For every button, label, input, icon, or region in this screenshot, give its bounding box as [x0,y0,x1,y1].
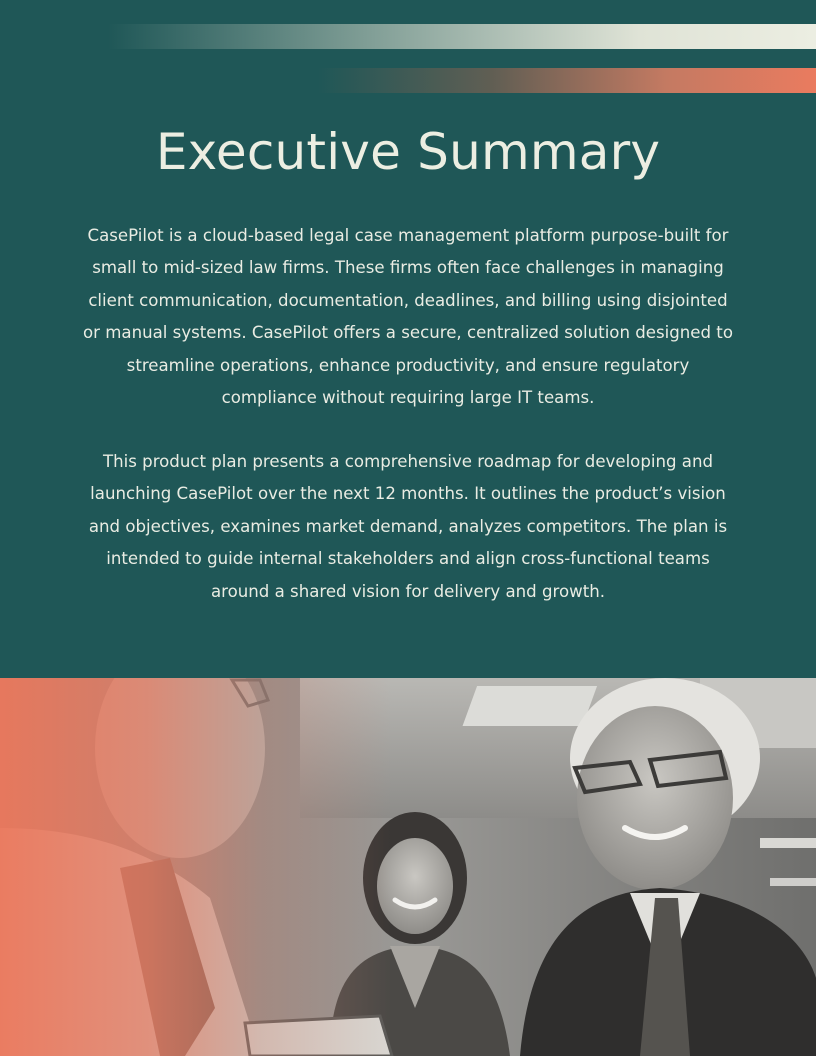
summary-paragraph-1: CasePilot is a cloud-based legal case management platform purpose-built for small to mid-sized law firms. These firms often face challenges in managing client communication, documentation, deadlines, and billing using disjointed or manual systems. CasePilot offers a secure, centralized solution designed to streamline operations, enhance productivity, and ensure regulatory compliance without requiring large IT teams. [83,226,733,408]
team-photo [0,678,816,1056]
summary-paragraph-2: This product plan presents a comprehensive roadmap for developing and launching CasePilot over the next 12 months. It outlines the product’s vision and objectives, examines market demand, analyzes competitors. The plan is intended to guide internal stakeholders and align cross-functional teams around a shared vision for delivery and growth. [88,452,728,601]
team-photo-illustration [0,678,816,1056]
decorative-accent-bar [318,68,816,93]
decorative-light-bar [108,24,816,49]
page-title: Executive Summary [155,123,661,181]
